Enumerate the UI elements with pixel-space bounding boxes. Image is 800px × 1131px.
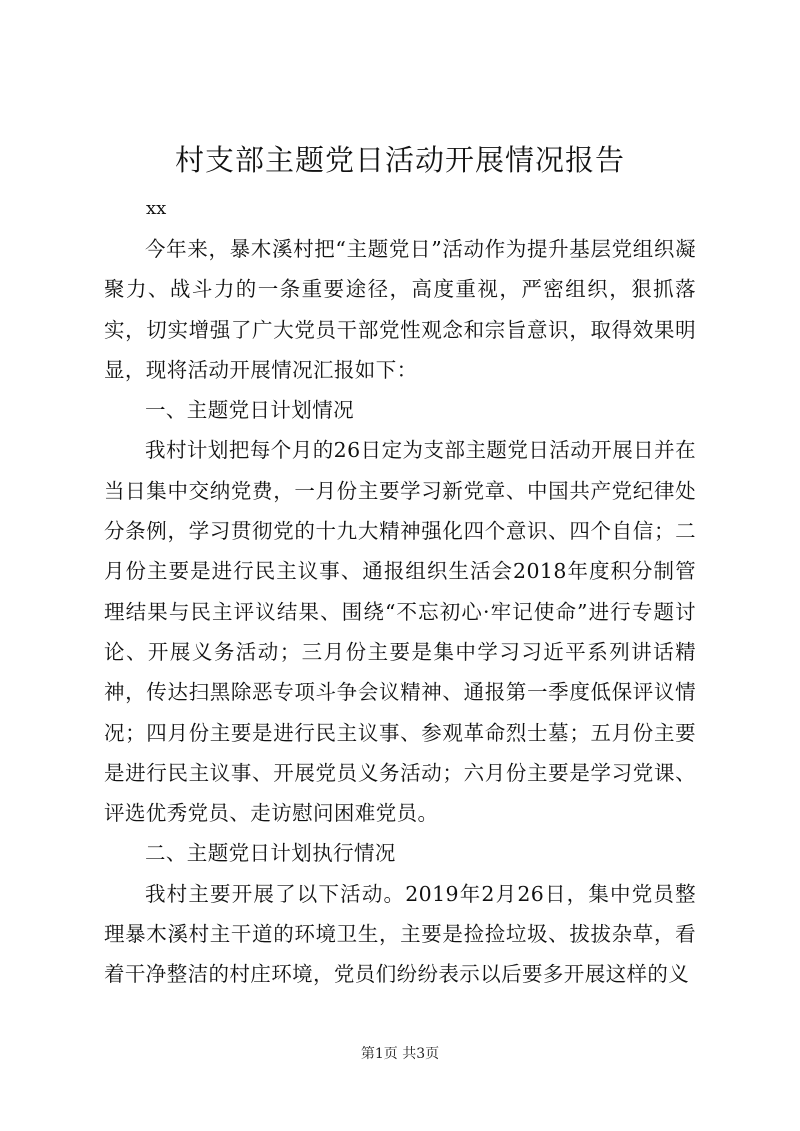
execution-paragraph: 我村主要开展了以下活动。2019年2月26日，集中党员整理暴木溪村主干道的环境卫生，主要是捡捡垃圾、拔拔杂草，看着干净整洁的村庄环境，党员们纷纷表示以后要多开展这样的义: [104, 881, 696, 987]
document-author: xx: [146, 198, 167, 219]
document-title: 村支部主题党日活动开展情况报告: [174, 143, 625, 177]
plan-paragraph: 我村计划把每个月的26日定为支部主题党日活动开展日并在当日集中交纳党费，一月份主要学习新党章、中国共产党纪律处分条例，学习贯彻党的十九大精神强化四个意识、四个自信；二月份主要是进行民主议事、通报组织生活会2018年度积分制管理结果与民主评议结果、围绕“不忘初心·牢记使命”进行专题讨论、开展义务活动；三月份主要是集中学习习近平系列讲话精神，传达扫黑除恶专项斗争会议精神、通报第一季度低保评议情况；四月份主要是进行民主议事、参观革命烈士墓；五月份主要是进行民主议事、开展党员义务活动；六月份主要是学习党课、评选优秀党员、走访慰问困难党员。: [104, 438, 696, 826]
intro-paragraph: 今年来，暴木溪村把“主题党日”活动作为提升基层党组织凝聚力、战斗力的一条重要途径，高度重视，严密组织，狠抓落实，切实增强了广大党员干部党性观念和宗旨意识，取得效果明显，现将活动开展情况汇报如下：: [104, 237, 696, 382]
document-body: [104, 229, 696, 995]
section-heading-execution: 二、主题党日计划执行情况: [145, 841, 396, 866]
page-number-footer: 第1页 共3页: [360, 1046, 440, 1062]
section-heading-plan: 一、主题党日计划情况: [145, 398, 354, 423]
